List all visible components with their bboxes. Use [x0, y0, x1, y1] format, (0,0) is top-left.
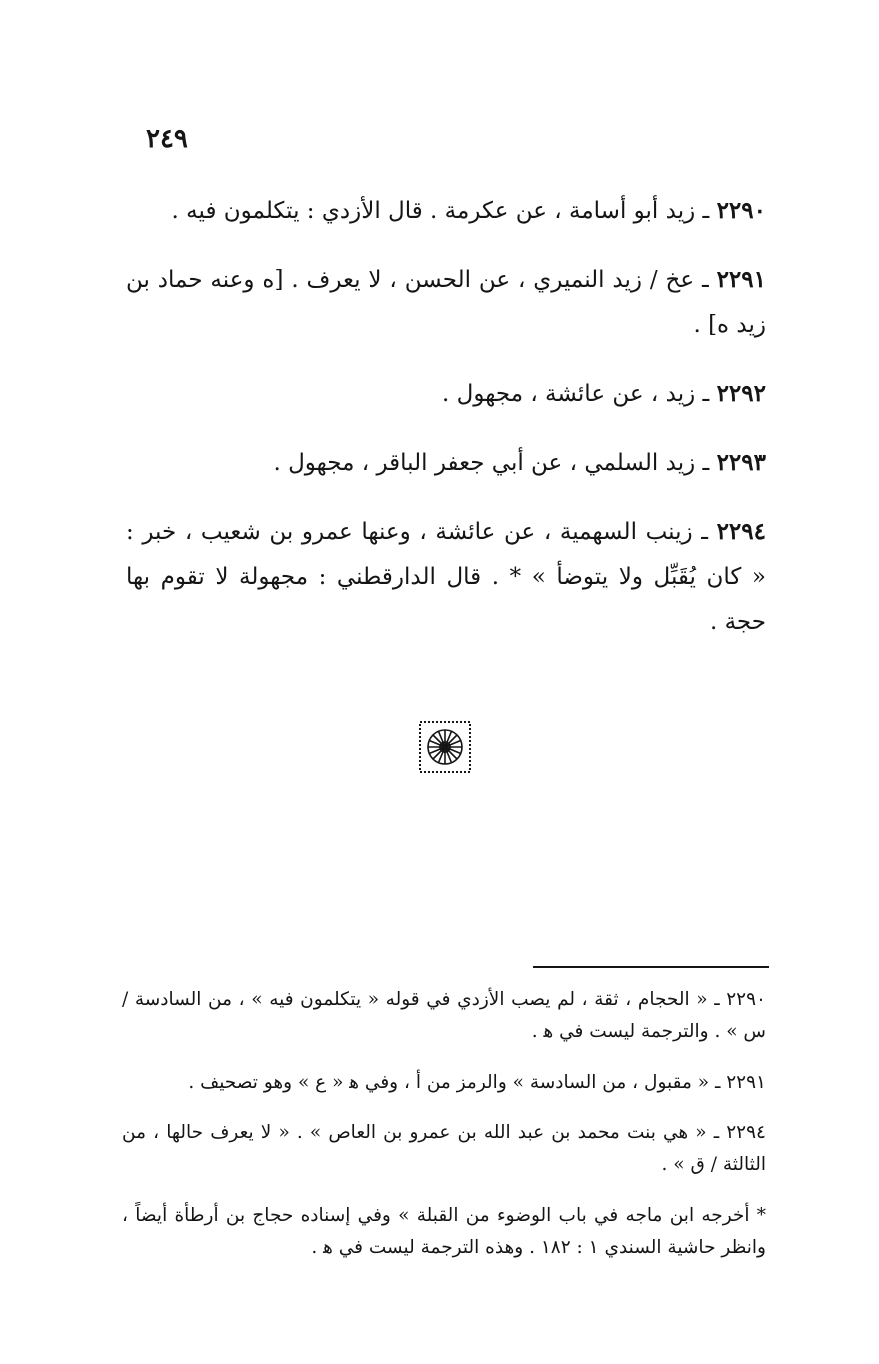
entry-2293 [126, 440, 766, 486]
footnote-2291: ٢٢٩١ ـ « مقبول ، من السادسة » والرمز من أ ، وفي ﻫ « ع » وهو تصحيف . [188, 1071, 766, 1093]
entry-number: ٢٢٩٢ [716, 380, 766, 407]
footnote-rule [533, 966, 769, 968]
entry-2294 [126, 509, 766, 645]
page-number: ٢٤٩ [146, 124, 188, 154]
entry-2290 [126, 188, 766, 234]
entry-number: ٢٢٩٣ [716, 449, 766, 476]
footnote-2290: ٢٢٩٠ ـ « الحجام ، ثقة ، لم يصب الأزدي في قوله « يتكلمون فيه » ، من السادسة / س » . والترجمة ليست في ﻫ . [122, 989, 766, 1042]
footnotes [122, 984, 766, 1273]
entry-number: ٢٢٩١ [716, 266, 766, 293]
entry-number: ٢٢٩٠ [716, 197, 766, 224]
entry-text: ـ زينب السهمية ، عن عائشة ، وعنها عمرو بن شعيب ، خبر : « كان يُقَبِّل ولا يتوضأ » * . قال الدارقطني : مجهولة لا تقوم بها حجة . [126, 519, 766, 635]
entry-text: ـ زيد أبو أسامة ، عن عكرمة . قال الأزدي : يتكلمون فيه . [171, 198, 717, 224]
entry-2291 [126, 257, 766, 348]
ornament-icon [418, 720, 472, 774]
entry-number: ٢٢٩٤ [716, 518, 766, 545]
entry-text: ـ زيد السلمي ، عن أبي جعفر الباقر ، مجهول . [273, 450, 717, 476]
entry-text: ـ زيد ، عن عائشة ، مجهول . [442, 381, 717, 407]
entry-2292 [126, 371, 766, 417]
entry-text: ـ عخ / زيد النميري ، عن الحسن ، لا يعرف . [ه وعنه حماد بن زيد ه] . [126, 267, 766, 338]
footnote-2294: ٢٢٩٤ ـ « هي بنت محمد بن عبد الله بن عمرو بن العاص » . « لا يعرف حالها ، من الثالثة / ق » . [122, 1122, 766, 1175]
footnote-star: * أخرجه ابن ماجه في باب الوضوء من القبلة » وفي إسناده حجاج بن أرطأة أيضاً ، وانظر حاشية السندي ١ : ١٨٢ . وهذه الترجمة ليست في ﻫ . [122, 1204, 766, 1258]
main-text [126, 188, 766, 653]
